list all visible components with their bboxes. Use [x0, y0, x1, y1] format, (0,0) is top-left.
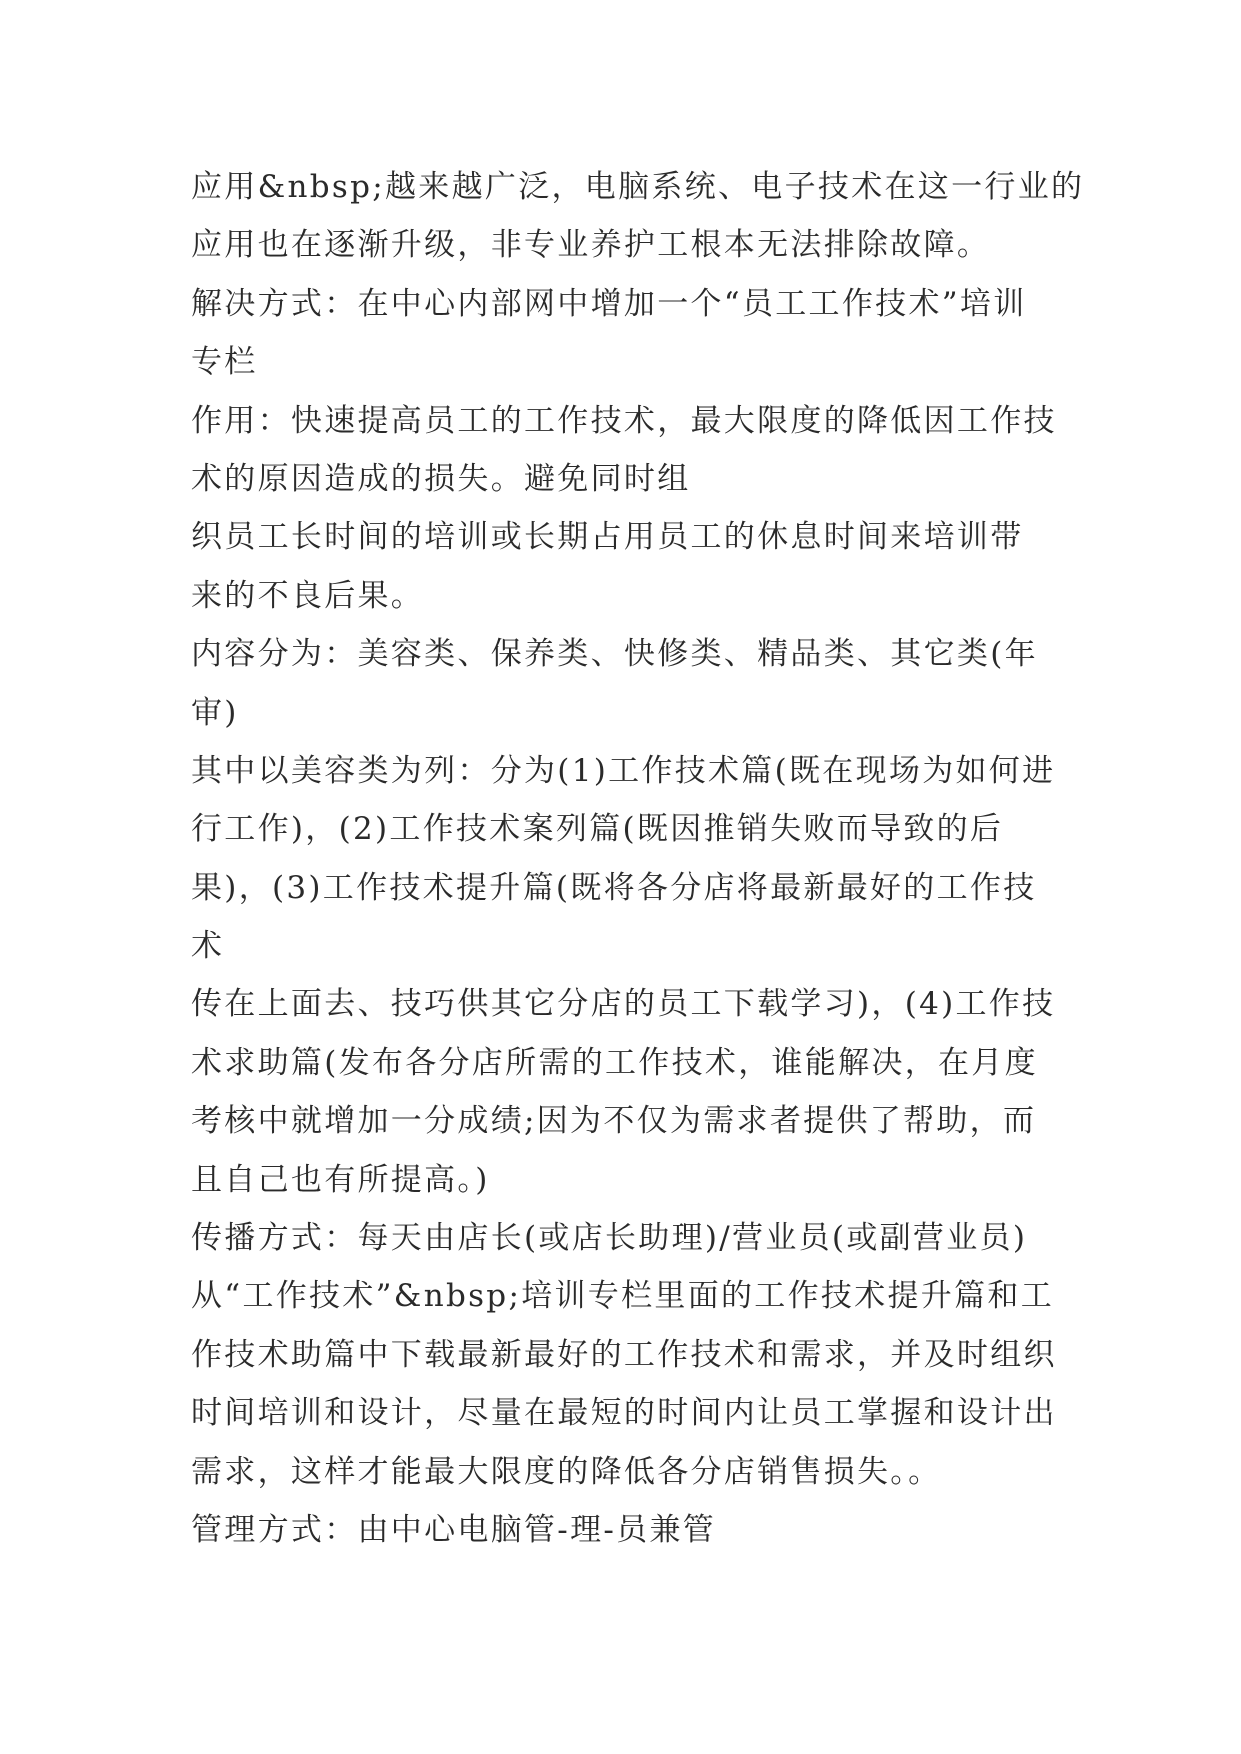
text-line: 考核中就增加一分成绩;因为不仅为需求者提供了帮助，而 — [191, 1103, 1037, 1140]
text-line: 行工作)，(2)工作技术案列篇(既因推销失败而导致的后 — [191, 811, 1004, 848]
text-line: 管理方式：由中心电脑管-理-员兼管 — [191, 1511, 717, 1548]
text-line: 织员工长时间的培训或长期占用员工的休息时间来培训带 — [191, 519, 1024, 556]
text-line: 解决方式：在中心内部网中增加一个“员工工作技术”培训 — [191, 285, 1027, 322]
text-line: 术 — [191, 928, 225, 965]
text-line: 时间培训和设计，尽量在最短的时间内让员工掌握和设计出 — [191, 1395, 1057, 1432]
text-line: 传在上面去、技巧供其它分店的员工下载学习)，(4)工作技 — [191, 986, 1056, 1023]
text-line: 从“工作技术”&nbsp;培训专栏里面的工作技术提升篇和工 — [191, 1278, 1054, 1315]
text-line: 应用也在逐渐升级，非专业养护工根本无法排除故障。 — [191, 227, 991, 264]
text-line: 传播方式：每天由店长(或店长助理)/营业员(或副营业员) — [191, 1220, 1028, 1257]
text-line: 作技术助篇中下载最新最好的工作技术和需求，并及时组织 — [191, 1336, 1057, 1373]
text-line: 术求助篇(发布各分店所需的工作技术，谁能解决，在月度 — [191, 1044, 1038, 1081]
text-line: 其中以美容类为列：分为(1)工作技术篇(既在现场为如何进 — [191, 752, 1056, 789]
text-line: 审) — [191, 694, 239, 731]
text-line: 需求，这样才能最大限度的降低各分店销售损失。。 — [191, 1453, 942, 1490]
text-line: 果)，(3)工作技术提升篇(既将各分店将最新最好的工作技 — [191, 869, 1037, 906]
text-line: 术的原因造成的损失。避免同时组 — [191, 460, 691, 497]
text-line: 内容分为：美容类、保养类、快修类、精品类、其它类(年 — [191, 636, 1038, 673]
text-line: 专栏 — [191, 344, 258, 381]
document-body — [191, 158, 1085, 1559]
text-line: 且自己也有所提高。) — [191, 1161, 490, 1198]
text-line: 作用：快速提高员工的工作技术，最大限度的降低因工作技 — [191, 402, 1057, 439]
text-line: 应用&nbsp;越来越广泛，电脑系统、电子技术在这一行业的 — [191, 169, 1085, 205]
text-line: 来的不良后果。 — [191, 577, 425, 614]
